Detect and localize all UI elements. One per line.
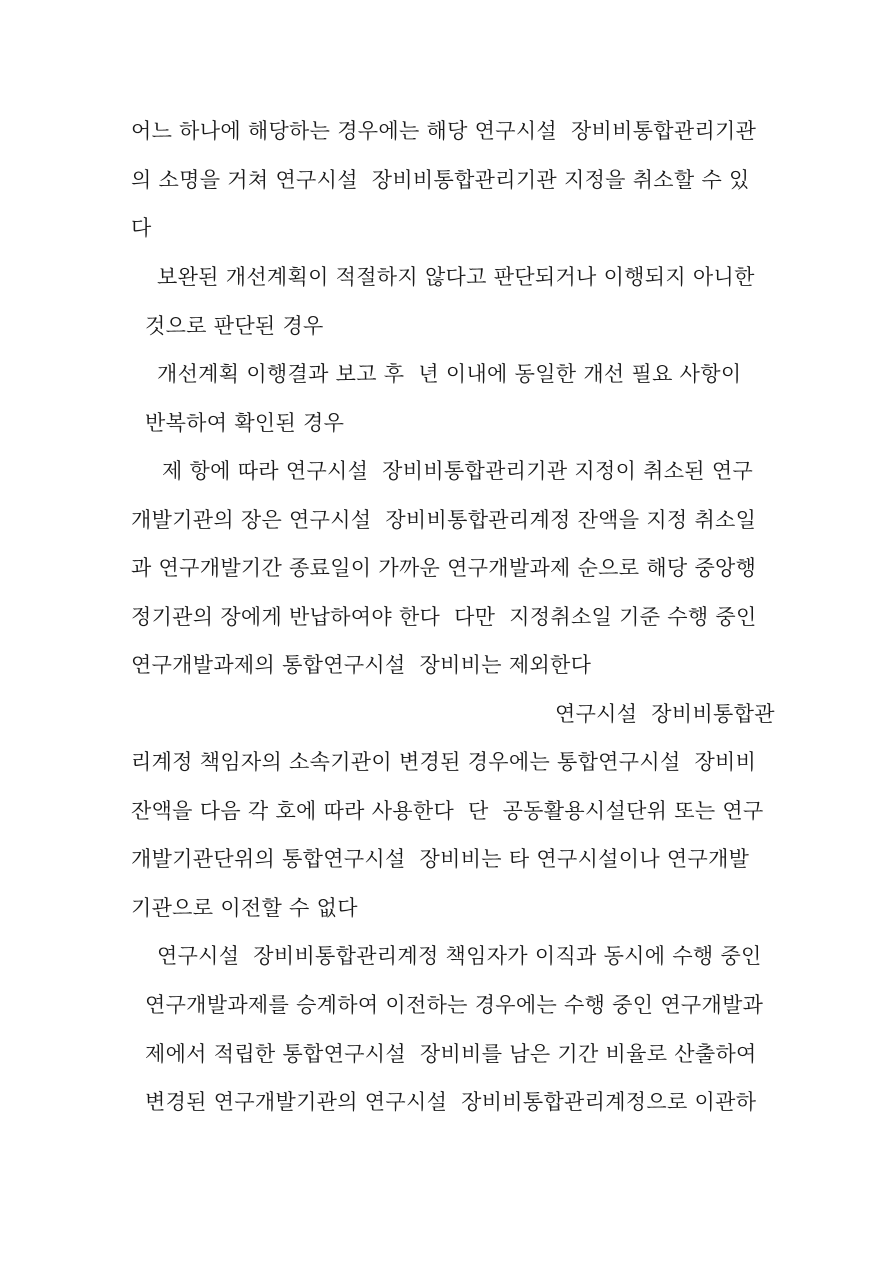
text-line: 연구개발과제를 승계하여 이전하는 경우에는 수행 중인 연구개발과 <box>145 993 764 1017</box>
text-line: 어느 하나에 해당하는 경우에는 해당 연구시설 장비비통합관리기관 <box>131 119 757 143</box>
text-line: 보완된 개선계획이 적절하지 않다고 판단되거나 이행되지 아니한 <box>157 265 755 289</box>
text-line: 기관으로 이전할 수 없다 <box>131 896 358 920</box>
text-line: 변경된 연구개발기관의 연구시설 장비비통합관리계정으로 이관하 <box>145 1090 757 1114</box>
text-line: 것으로 판단된 경우 <box>145 314 324 338</box>
text-line: 연구시설 장비비통합관 <box>555 702 775 726</box>
text-line: 리계정 책임자의 소속기관이 변경된 경우에는 통합연구시설 장비비 <box>131 750 757 774</box>
text-line: 개선계획 이행결과 보고 후 년 이내에 동일한 개선 필요 사항이 <box>157 362 742 386</box>
text-line: 의 소명을 거쳐 연구시설 장비비통합관리기관 지정을 취소할 수 있 <box>131 168 750 192</box>
text-line: 개발기관의 장은 연구시설 장비비통합관리계정 잔액을 지정 취소일 <box>131 508 757 532</box>
text-line: 개발기관단위의 통합연구시설 장비비는 타 연구시설이나 연구개발 <box>131 847 750 871</box>
text-line: 다 <box>131 216 152 240</box>
text-line: 제 항에 따라 연구시설 장비비통합관리기관 지정이 취소된 연구 <box>162 459 754 483</box>
text-line: 연구개발과제의 통합연구시설 장비비는 제외한다 <box>131 653 592 677</box>
text-line: 제에서 적립한 통합연구시설 장비비를 남은 기간 비율로 산출하여 <box>145 1042 757 1066</box>
text-line: 잔액을 다음 각 호에 따라 사용한다 단 공동활용시설단위 또는 연구 <box>131 799 764 823</box>
text-line: 과 연구개발기간 종료일이 가까운 연구개발과제 순으로 해당 중앙행 <box>131 556 757 580</box>
text-line: 반복하여 확인된 경우 <box>145 411 345 435</box>
text-line: 정기관의 장에게 반납하여야 한다 다만 지정취소일 기준 수행 중인 <box>131 605 757 629</box>
text-line: 연구시설 장비비통합관리계정 책임자가 이직과 동시에 수행 중인 <box>157 944 762 968</box>
